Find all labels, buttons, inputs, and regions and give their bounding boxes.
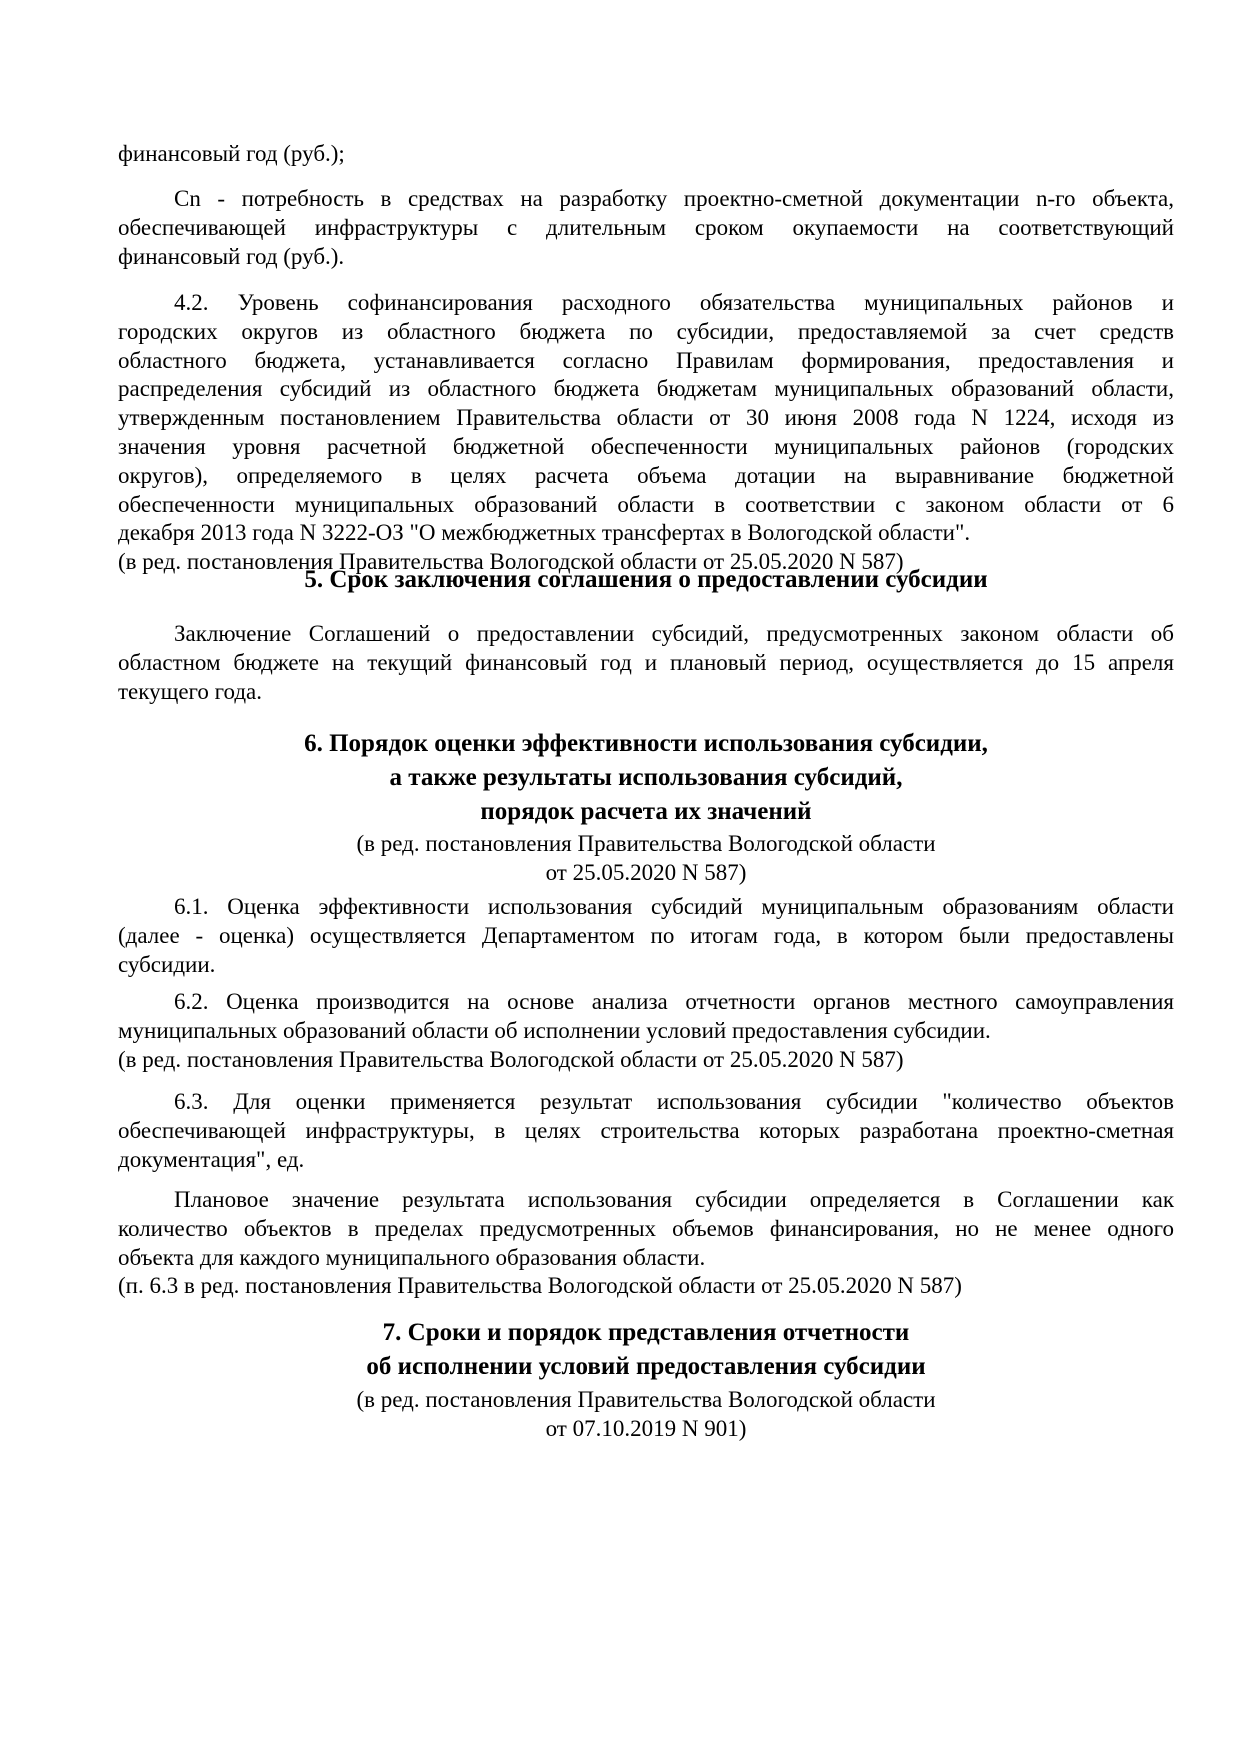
text-line: 6.1. Оценка эффективности использования субсидий муниципальным образованиям области [174, 894, 1174, 919]
section-heading-6-note [118, 830, 1174, 888]
text-line: значения уровня расчетной бюджетной обеспеченности муниципальных районов (городских [118, 433, 1174, 459]
paragraph-planned-value [118, 1186, 1174, 1301]
text-line: (далее - оценка) осуществляется Департаментом по итогам года, в котором были предоставлены [118, 922, 1174, 948]
section-heading-6 [118, 727, 1174, 829]
section-heading-5 [118, 563, 1174, 597]
text-line: обеспечивающей инфраструктуры, в целях строительства которых разработана проектно-сметная [118, 1117, 1174, 1143]
heading-line: 5. Срок заключения соглашения о предоставлении субсидии [304, 566, 988, 593]
paragraph-4-2 [118, 289, 1174, 577]
text-line: объекта для каждого муниципального образования области. [118, 1244, 706, 1270]
section-heading-7 [118, 1316, 1174, 1384]
paragraph-section-5 [118, 620, 1174, 706]
heading-line: 6. Порядок оценки эффективности использования субсидии, [304, 730, 988, 757]
heading-line: об исполнении условий предоставления субсидии [366, 1353, 926, 1380]
text-line: текущего года. [118, 678, 262, 704]
text-line: Заключение Соглашений о предоставлении субсидий, предусмотренных законом области об [174, 621, 1174, 646]
text-line: документация", ед. [118, 1146, 305, 1172]
text-line: количество объектов в пределах предусмотренных объемов финансирования, но не менее одного [118, 1215, 1174, 1241]
heading-line: а также результаты использования субсидий, [389, 764, 903, 791]
text-line: утвержденным постановлением Правительства области от 30 июня 2008 года N 1224, исходя из [118, 405, 1174, 431]
text-line: финансовый год (руб.). [118, 243, 345, 269]
section-heading-7-note [118, 1386, 1174, 1444]
paragraph-6-2 [118, 988, 1174, 1074]
heading-line: 7. Сроки и порядок представления отчетности [382, 1319, 910, 1346]
text-line: городских округов из областного бюджета по субсидии, предоставляемой за счет средств [118, 318, 1174, 344]
text-line: субсидии. [118, 951, 216, 977]
amendment-note: (в ред. постановления Правительства Вологодской области [356, 1387, 936, 1412]
text-line: декабря 2013 года N 3222-ОЗ "О межбюджетных трансфертах в Вологодской области". [118, 520, 971, 546]
text-line: 6.2. Оценка производится на основе анализа отчетности органов местного самоуправления [174, 989, 1174, 1014]
amendment-note: от 25.05.2020 N 587) [545, 859, 747, 885]
text-line: округов), определяемого в целях расчета объема дотации на выравнивание бюджетной [118, 462, 1174, 488]
paragraph-cn-definition [118, 185, 1174, 271]
text-line: областном бюджете на текущий финансовый год и плановый период, осуществляется до 15 апреля [118, 649, 1174, 675]
paragraph-continuation [118, 140, 1174, 169]
text-line: обеспечивающей инфраструктуры с длительным сроком окупаемости на соответствующий [118, 214, 1174, 240]
text-line: областного бюджета, устанавливается согласно Правилам формирования, предоставления и [118, 347, 1174, 373]
text-line: обеспеченности муниципальных образований области в соответствии с законом области от 6 [118, 491, 1174, 517]
text-line: 6.3. Для оценки применяется результат использования субсидии "количество объектов [174, 1089, 1174, 1114]
amendment-note: (в ред. постановления Правительства Вологодской области от 25.05.2020 N 587) [118, 549, 904, 575]
text-line: финансовый год (руб.); [118, 141, 345, 166]
text-line: распределения субсидий из областного бюджета бюджетам муниципальных образований области, [118, 376, 1174, 402]
amendment-note: (п. 6.3 в ред. постановления Правительства Вологодской области от 25.05.2020 N 587) [118, 1273, 962, 1299]
paragraph-6-3 [118, 1088, 1174, 1174]
text-line: Cn - потребность в средствах на разработку проектно-сметной документации n-го объекта, [174, 186, 1174, 211]
amendment-note: от 07.10.2019 N 901) [545, 1415, 747, 1441]
text-line: муниципальных образований области об исполнении условий предоставления субсидии. [118, 1017, 991, 1043]
text-line: Плановое значение результата использования субсидии определяется в Соглашении как [174, 1187, 1174, 1212]
amendment-note: (в ред. постановления Правительства Вологодской области [356, 831, 936, 856]
heading-line: порядок расчета их значений [480, 798, 812, 825]
text-line: 4.2. Уровень софинансирования расходного обязательства муниципальных районов и [174, 290, 1174, 315]
paragraph-6-1 [118, 893, 1174, 979]
amendment-note: (в ред. постановления Правительства Вологодской области от 25.05.2020 N 587) [118, 1046, 904, 1072]
